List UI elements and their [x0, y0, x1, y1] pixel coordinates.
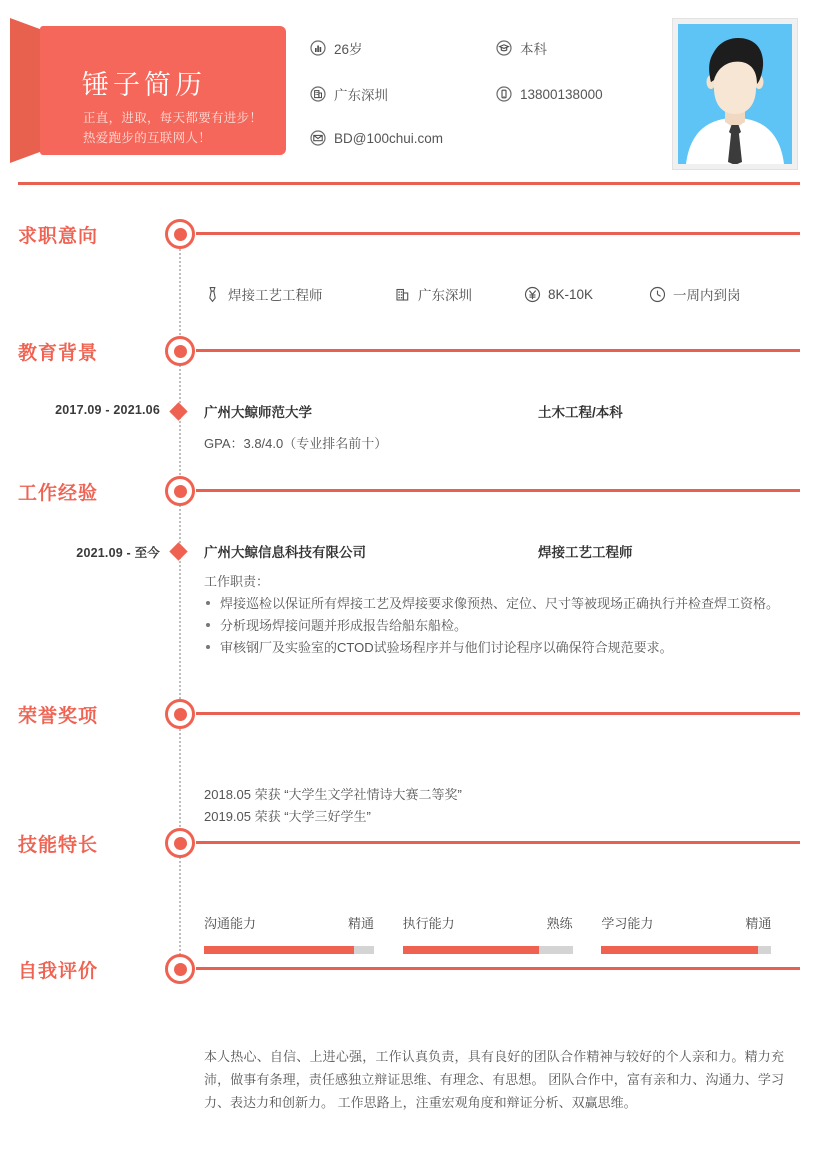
job-intent-position-value: 焊接工艺工程师 — [228, 288, 323, 303]
section-marker-skills — [165, 828, 195, 858]
section-rule-summary — [196, 967, 800, 970]
contact-degree-value: 本科 — [520, 42, 547, 57]
skill-item — [403, 913, 602, 954]
contact-age — [310, 38, 496, 58]
contact-info — [310, 38, 660, 146]
section-marker-job-intent — [165, 219, 195, 249]
skill-track — [204, 946, 374, 954]
work-position: 焊接工艺工程师 — [538, 545, 633, 560]
section-title-summary: 自我评价 — [18, 961, 99, 982]
skill-name: 学习能力 — [601, 916, 654, 931]
degree-icon — [496, 40, 512, 56]
contact-phone — [496, 84, 666, 104]
section-marker-honors — [165, 699, 195, 729]
timeline-diamond-icon — [169, 402, 187, 420]
job-intent-availability-value: 一周内到岗 — [673, 288, 741, 303]
job-intent-salary-value: 8K-10K — [548, 286, 594, 302]
clock-icon — [649, 286, 666, 303]
job-intent-row — [204, 284, 800, 304]
job-intent-location-value: 广东深圳 — [418, 288, 472, 303]
location-icon — [310, 86, 326, 102]
work-company: 广州大鲸信息科技有限公司 — [204, 545, 366, 560]
avatar — [672, 18, 798, 170]
honors-list — [204, 784, 790, 828]
contact-age-value: 26岁 — [334, 42, 363, 57]
header-divider — [18, 182, 800, 185]
summary-text-block — [204, 1045, 784, 1114]
skill-name: 执行能力 — [402, 916, 455, 931]
section-marker-work — [165, 476, 195, 506]
contact-email — [310, 130, 496, 146]
resume-title: 锤子简历 — [82, 70, 206, 100]
job-intent-salary — [524, 284, 649, 304]
section-rule-job-intent — [196, 232, 800, 235]
education-date: 2017.09 - 2021.06 — [55, 403, 160, 417]
list-item: 2019.05 荣获 “大学三好学生” — [204, 809, 371, 824]
list-item: 2018.05 荣获 “大学生文学社情诗大赛二等奖” — [204, 787, 462, 802]
job-intent-location — [394, 284, 524, 304]
email-icon — [310, 130, 326, 146]
skill-fill — [403, 946, 539, 954]
list-item: 审核钢厂及实验室的CTOD试验场程序并与他们讨论程序以确保符合规范要求。 — [204, 637, 790, 658]
skill-track — [403, 946, 573, 954]
work-duty-list — [204, 593, 790, 659]
resume-header — [0, 0, 820, 190]
resume-subtitle: 正直，进取，每天都要有进步！热爱跑步的互联网人！ — [83, 111, 263, 145]
education-major: 土木工程/本科 — [538, 405, 623, 420]
avatar-image — [678, 24, 792, 164]
tie-icon — [204, 286, 221, 303]
phone-icon — [496, 86, 512, 102]
education-school: 广州大鲸师范大学 — [204, 405, 312, 420]
contact-degree — [496, 38, 666, 58]
work-duty-label: 工作职责： — [204, 574, 270, 589]
contact-email-value: BD@100chui.com — [334, 130, 444, 146]
contact-phone-value: 13800138000 — [520, 86, 603, 102]
section-title-work: 工作经验 — [18, 483, 99, 504]
section-rule-education — [196, 349, 800, 352]
salary-icon — [524, 286, 541, 303]
summary-text: 本人热心、自信、上进心强，工作认真负责，具有良好的团队合作精神与较好的个人亲和力。精力充沛，做事有条理，责任感独立辩证思维、有理念、有思想。 团队合作中，富有亲和力、沟通力、学习力、表达力和创新力。 工作思路上，注重宏观角度和辩证分析、双赢思维。 — [204, 1049, 784, 1110]
age-icon — [310, 40, 326, 56]
skill-item — [204, 913, 403, 954]
section-title-education: 教育背景 — [18, 343, 99, 364]
timeline-diamond-icon — [169, 542, 187, 560]
skill-fill — [204, 946, 354, 954]
skill-name: 沟通能力 — [204, 916, 257, 931]
section-rule-honors — [196, 712, 800, 715]
skills-list — [204, 913, 800, 954]
section-title-job-intent: 求职意向 — [18, 226, 99, 247]
contact-location-value: 广东深圳 — [334, 88, 388, 103]
name-ribbon — [10, 18, 286, 163]
skill-level: 熟练 — [546, 916, 573, 931]
section-title-honors: 荣誉奖项 — [18, 706, 99, 727]
section-marker-summary — [165, 954, 195, 984]
list-item: 分析现场焊接问题并形成报告给船东船检。 — [204, 615, 790, 636]
list-item: 焊接巡检以保证所有焊接工艺及焊接要求像预热、定位、尺寸等被现场正确执行并检查焊工资格。 — [204, 593, 790, 614]
building-icon — [394, 286, 411, 303]
section-marker-education — [165, 336, 195, 366]
contact-location — [310, 84, 496, 104]
job-intent-availability — [649, 284, 789, 304]
section-rule-work — [196, 489, 800, 492]
job-intent-position — [204, 284, 394, 304]
work-date: 2021.09 - 至今 — [76, 546, 160, 560]
skill-level: 精通 — [347, 916, 374, 931]
skill-level: 精通 — [745, 916, 772, 931]
skill-fill — [601, 946, 757, 954]
section-title-skills: 技能特长 — [18, 835, 99, 856]
education-note: GPA：3.8/4.0（专业排名前十） — [204, 436, 388, 451]
section-rule-skills — [196, 841, 800, 844]
skill-track — [601, 946, 771, 954]
skill-item — [601, 913, 800, 954]
